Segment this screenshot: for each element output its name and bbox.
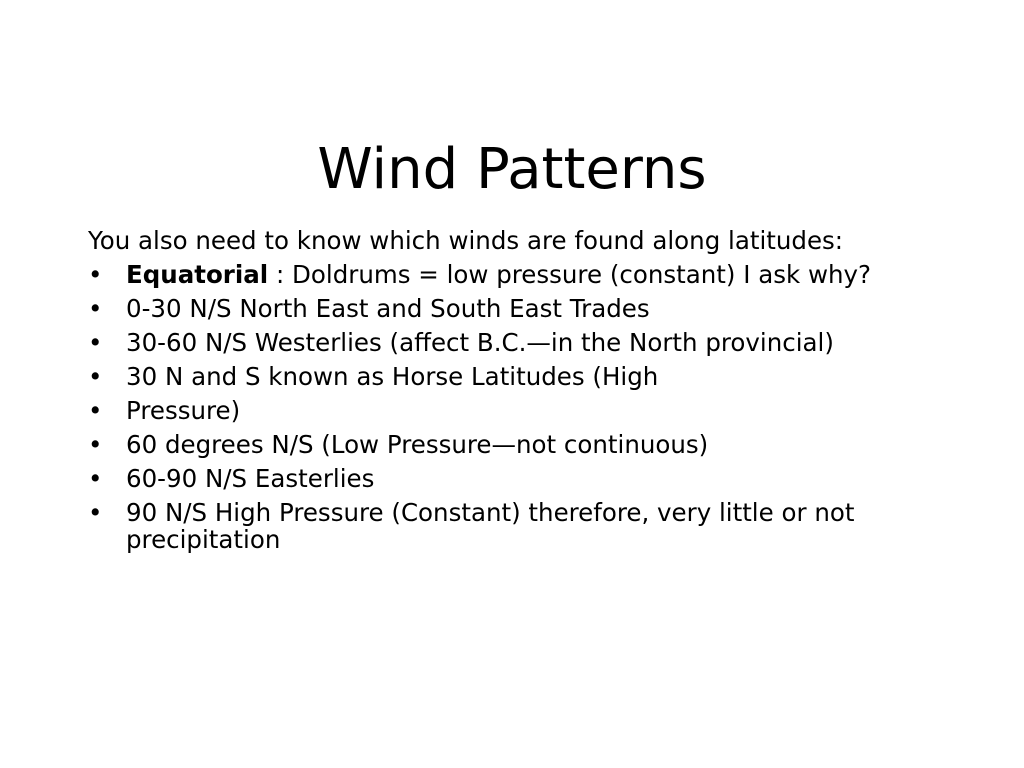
list-item [88,292,948,326]
bullet-text: : Doldrums = low pressure (constant) I ask why? [268,260,872,289]
bullet-list [88,258,948,553]
list-item [88,496,948,553]
list-item [88,462,948,496]
bullet-icon: • [88,464,103,493]
list-item [88,394,948,428]
bullet-text: 60 degrees N/S (Low Pressure—not continuous) [126,430,709,459]
bullet-text: 60-90 N/S Easterlies [126,464,375,493]
bullet-icon: • [88,396,103,425]
bullet-icon: • [88,260,103,289]
list-item [88,326,948,360]
intro-text: You also need to know which winds are found along latitudes: [88,226,844,255]
list-item [88,428,948,462]
list-item [88,258,948,292]
bullet-text: 0-30 N/S North East and South East Trades [126,294,650,323]
bullet-bold-term: Equatorial [126,260,269,289]
slide-title: Wind Patterns [317,136,707,202]
bullet-text: 30-60 N/S Westerlies (affect B.C.—in the North provincial) [126,328,834,357]
bullet-text: 90 N/S High Pressure (Constant) therefore, very little or not precipitation [126,498,855,554]
bullet-text: Pressure) [126,396,241,425]
bullet-icon: • [88,294,103,323]
list-item [88,360,948,394]
bullet-icon: • [88,328,103,357]
bullet-icon: • [88,362,103,391]
slide-content [88,224,948,553]
bullet-text: 30 N and S known as Horse Latitudes (High [126,362,659,391]
bullet-icon: • [88,498,103,527]
bullet-icon: • [88,430,103,459]
